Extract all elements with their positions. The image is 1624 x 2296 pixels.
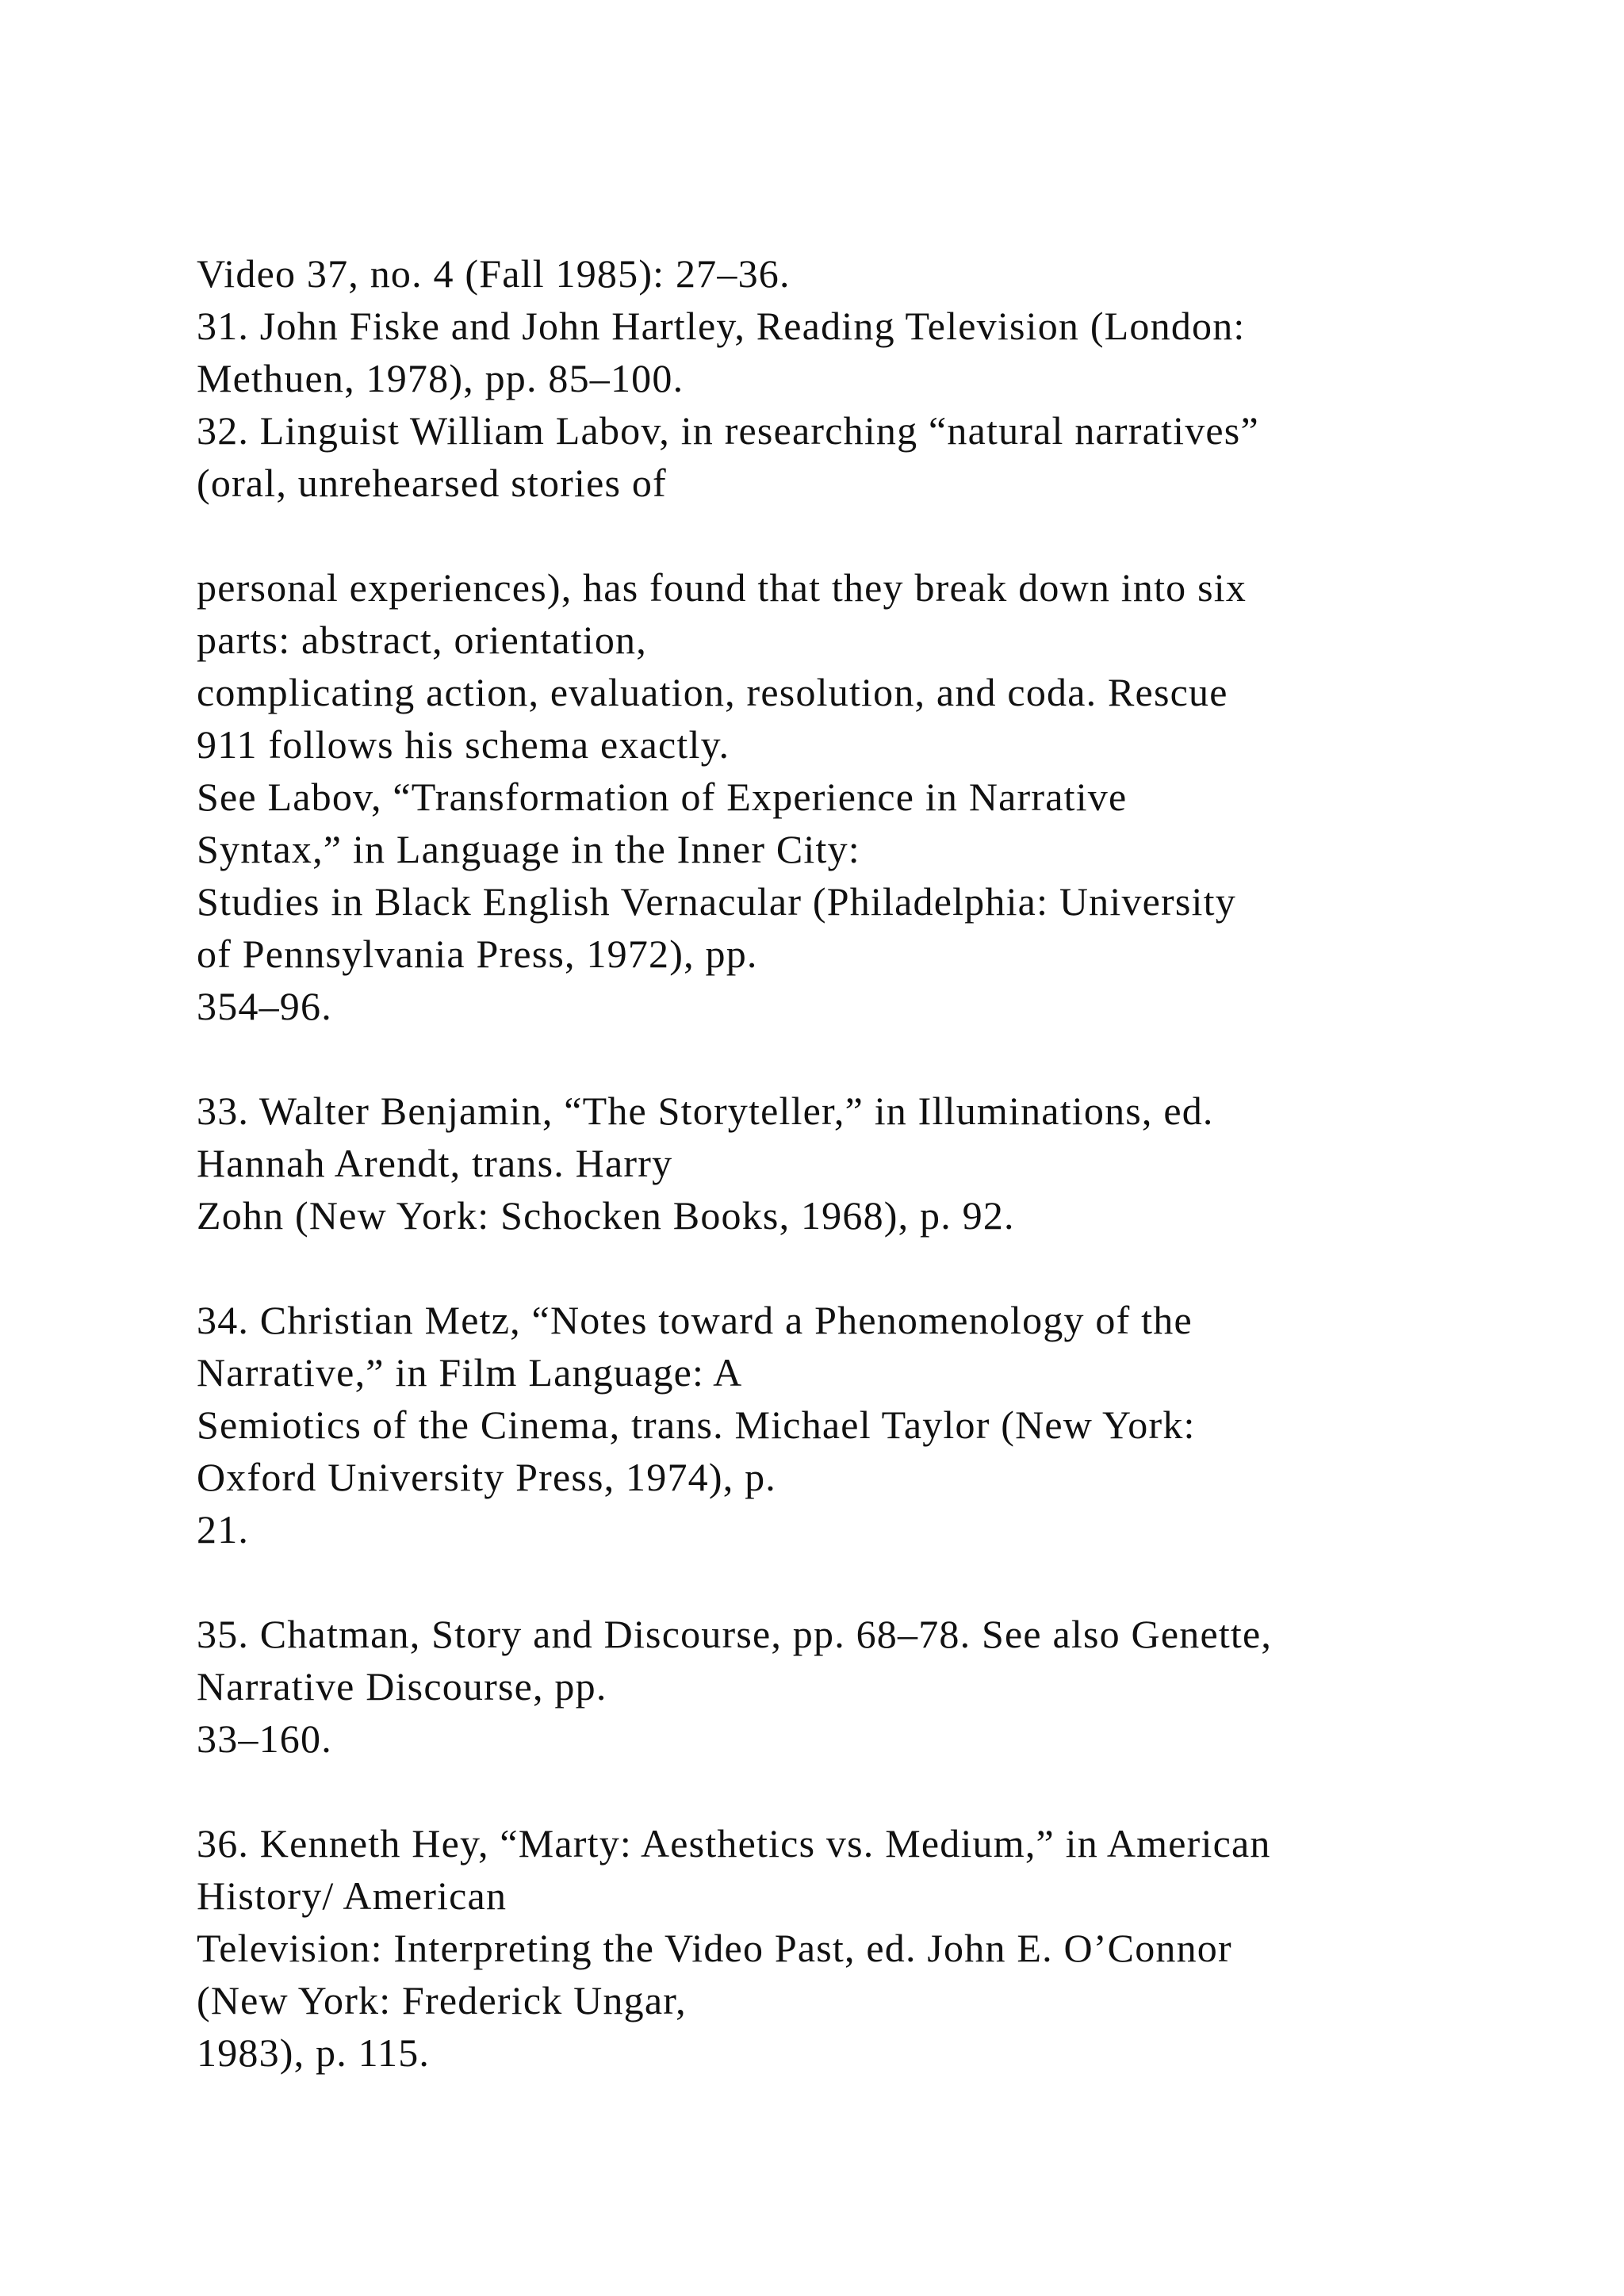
text-line: Zohn (New York: Schocken Books, 1968), p. 92. (197, 1193, 1015, 1238)
blank-line (197, 509, 1561, 561)
text-line: Video 37, no. 4 (Fall 1985): 27–36. (197, 251, 791, 296)
text-line: Hannah Arendt, trans. Harry (197, 1141, 673, 1185)
blank-line (197, 1556, 1561, 1608)
text-line: Television: Interpreting the Video Past, ed. John E. O’Connor (197, 1926, 1232, 1970)
text-line: Narrative Discourse, pp. (197, 1664, 607, 1709)
blank-line (197, 1242, 1561, 1294)
text-line: complicating action, evaluation, resolution, and coda. Rescue (197, 670, 1228, 714)
text-line: Narrative,” in Film Language: A (197, 1350, 743, 1395)
text-line: History/ American (197, 1873, 508, 1918)
blank-line (197, 1032, 1561, 1085)
text-line: (New York: Frederick Ungar, (197, 1978, 687, 2022)
text-line: 36. Kenneth Hey, “Marty: Aesthetics vs. Medium,” in American (197, 1821, 1271, 1866)
text-line: (oral, unrehearsed stories of (197, 461, 667, 505)
text-line: 354–96. (197, 984, 332, 1028)
text-line: Methuen, 1978), pp. 85–100. (197, 356, 684, 400)
footnotes-text (197, 247, 1561, 2079)
text-line: Syntax,” in Language in the Inner City: (197, 827, 860, 871)
text-line: Oxford University Press, 1974), p. (197, 1455, 777, 1499)
text-line: 33. Walter Benjamin, “The Storyteller,” in Illuminations, ed. (197, 1089, 1214, 1133)
text-line: of Pennsylvania Press, 1972), pp. (197, 932, 758, 976)
text-line: Studies in Black English Vernacular (Philadelphia: University (197, 879, 1236, 924)
text-line: 911 follows his schema exactly. (197, 722, 730, 767)
text-line: Semiotics of the Cinema, trans. Michael Taylor (New York: (197, 1402, 1196, 1447)
text-line: 35. Chatman, Story and Discourse, pp. 68–78. See also Genette, (197, 1612, 1273, 1656)
text-line: See Labov, “Transformation of Experience in Narrative (197, 775, 1128, 819)
text-line: parts: abstract, orientation, (197, 618, 647, 662)
text-line: 34. Christian Metz, “Notes toward a Phenomenology of the (197, 1298, 1193, 1342)
text-line: 31. John Fiske and John Hartley, Reading Television (London: (197, 304, 1246, 348)
text-line: 1983), p. 115. (197, 2030, 431, 2075)
text-line: personal experiences), has found that they break down into six (197, 565, 1247, 610)
text-line: 32. Linguist William Labov, in researching “natural narratives” (197, 408, 1259, 453)
text-line: 21. (197, 1507, 250, 1552)
blank-line (197, 1765, 1561, 1817)
text-line: 33–160. (197, 1716, 332, 1761)
